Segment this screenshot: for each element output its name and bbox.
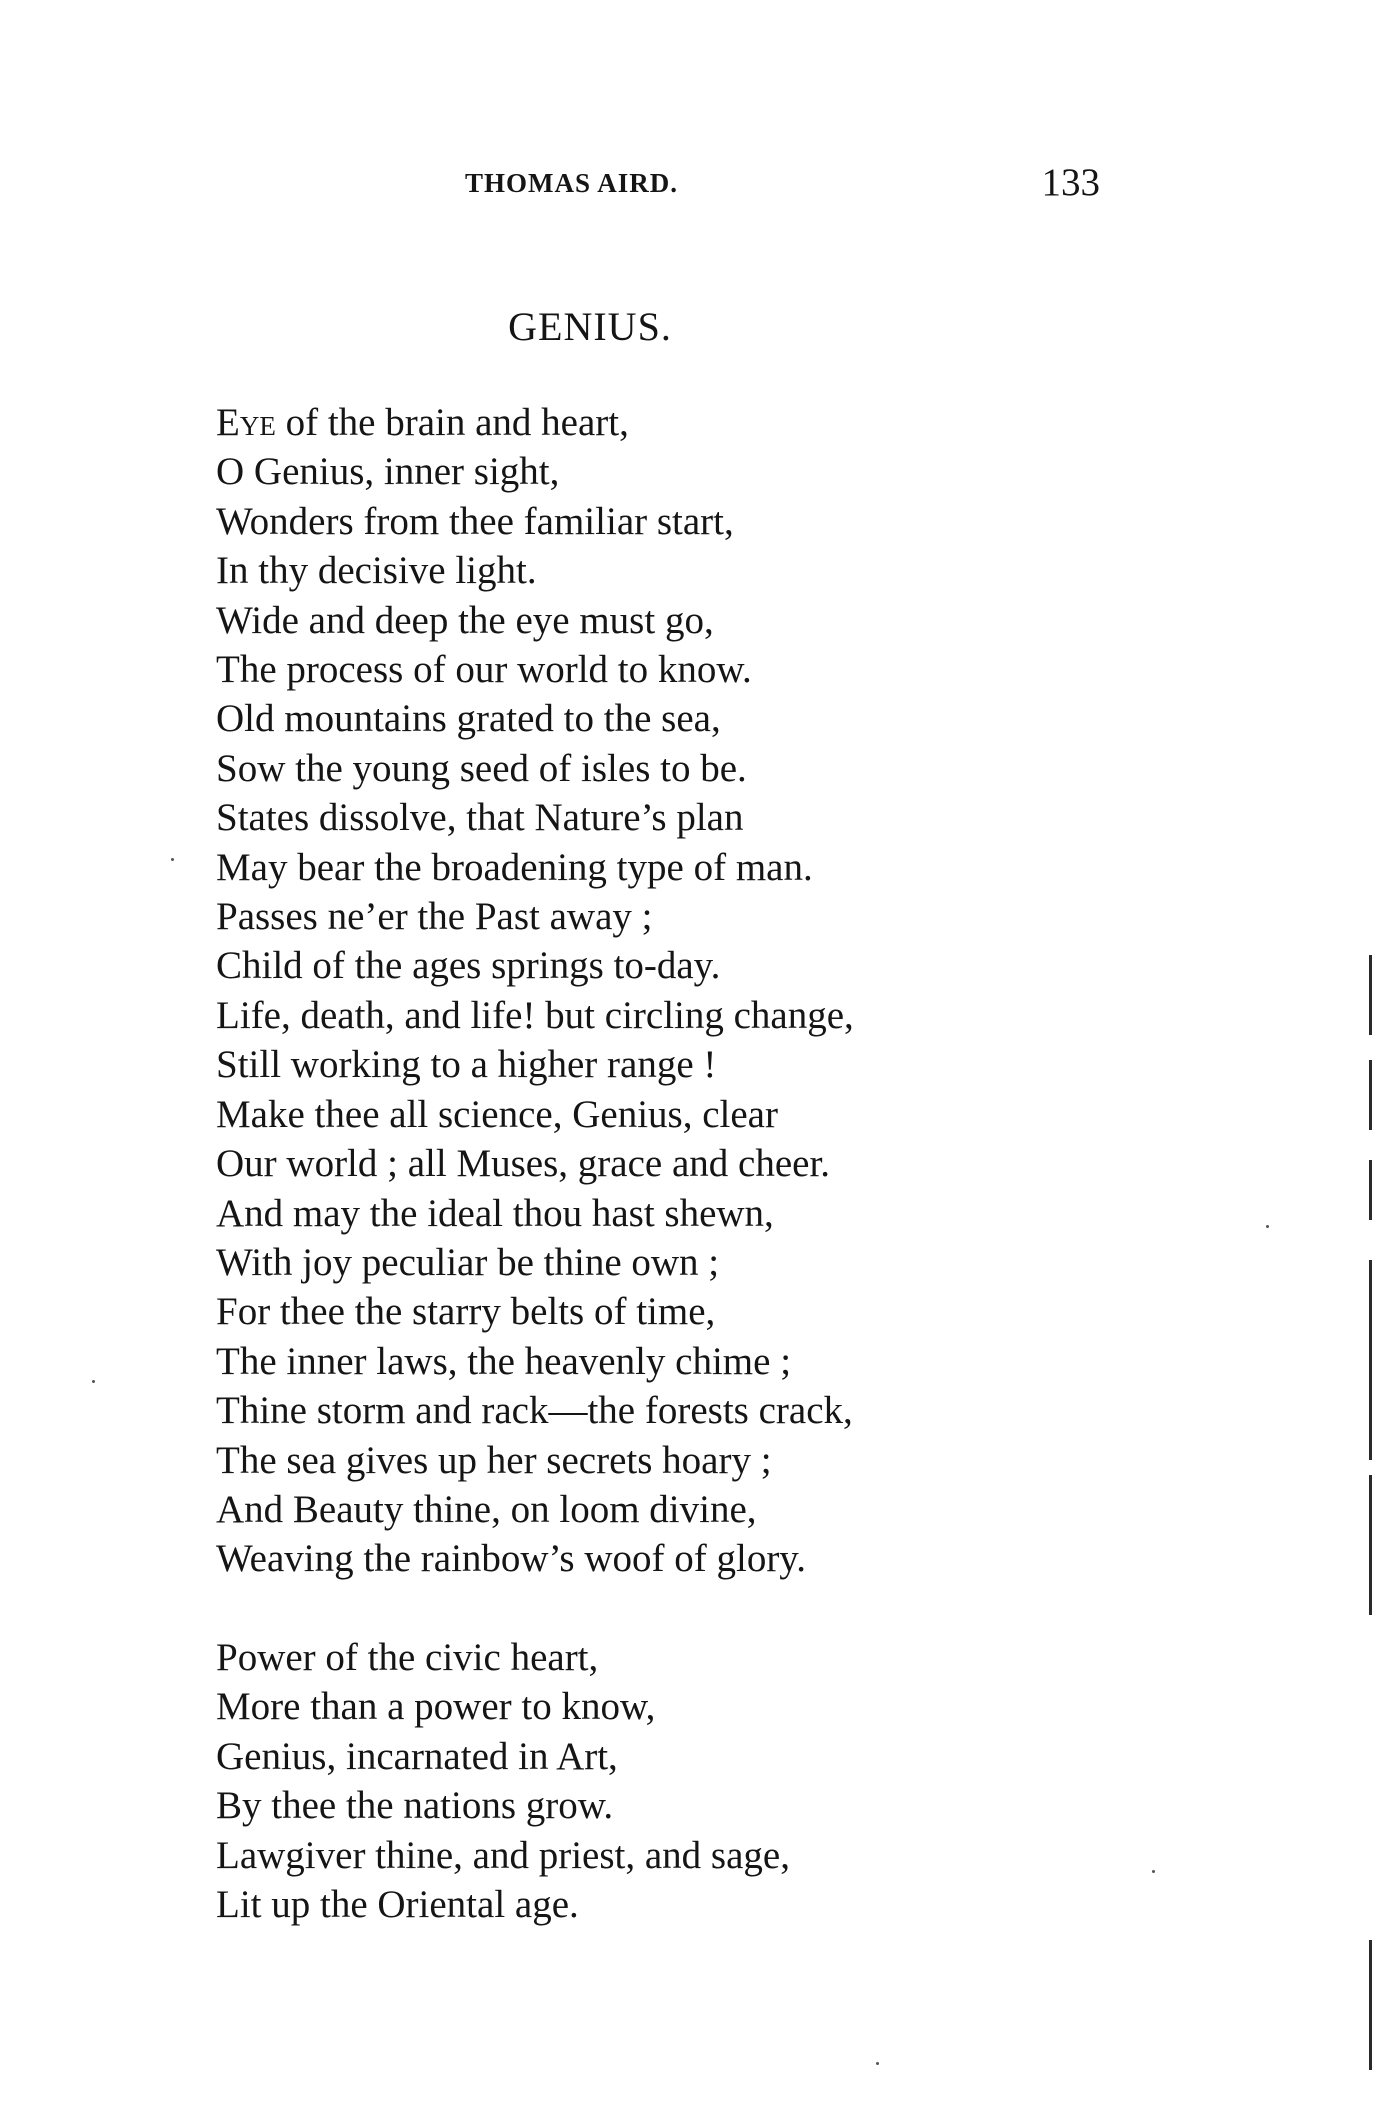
poem-line: The inner laws, the heavenly chime ; [216, 1339, 792, 1383]
poem-line: States dissolve, that Nature’s plan [216, 796, 744, 840]
scan-speck [1266, 1225, 1269, 1228]
page-edge-mark [1369, 955, 1372, 1035]
poem-line-1 [216, 398, 1116, 447]
page-edge-mark [1369, 1940, 1372, 2070]
running-head [200, 160, 1100, 210]
page-edge-mark [1369, 1060, 1372, 1130]
poem-line: Thine storm and rack—the forests crack, [216, 1389, 853, 1433]
page-number: 133 [1041, 161, 1100, 204]
poem-line: Power of the civic heart, [216, 1636, 599, 1679]
poem-line: Make thee all science, Genius, clear [216, 1092, 778, 1136]
poem-line: The sea gives up her secrets hoary ; [216, 1438, 772, 1482]
poem-line: The process of our world to know. [216, 648, 752, 692]
scan-speck [92, 1380, 95, 1383]
poem-line: And Beauty thine, on loom divine, [216, 1487, 757, 1531]
first-line-rest: of the brain and heart, [275, 401, 629, 444]
poem-line: By thee the nations grow. [216, 1784, 614, 1828]
page-edge-mark [1369, 1160, 1372, 1220]
poem-title: GENIUS. [508, 304, 672, 349]
poem-line: O Genius, inner sight, [216, 450, 560, 494]
poem-line: May bear the broadening type of man. [216, 845, 813, 889]
poem-line: Wide and deep the eye must go, [216, 598, 714, 642]
dropcap-word: Eye [216, 401, 276, 444]
poem-line: Child of the ages springs to-day. [216, 944, 721, 988]
poem-line: Old mountains grated to the sea, [216, 697, 721, 741]
poem-line: And may the ideal thou hast shewn, [216, 1191, 774, 1235]
poem-line: In thy decisive light. [216, 549, 537, 593]
scan-speck [1152, 1870, 1155, 1873]
poem-line: Weaving the rainbow’s woof of glory. [216, 1537, 807, 1581]
poem-line: Passes ne’er the Past away ; [216, 895, 653, 939]
poem-line: Life, death, and life! but circling change, [216, 993, 854, 1037]
poem-line: Our world ; all Muses, grace and cheer. [216, 1142, 831, 1186]
stanza-1 [216, 398, 1116, 1584]
scan-speck [171, 858, 174, 861]
page-edge-mark [1369, 1260, 1372, 1460]
poem-line: More than a power to know, [216, 1685, 656, 1729]
poem-line: For thee the starry belts of time, [216, 1290, 716, 1334]
poem-line: With joy peculiar be thine own ; [216, 1240, 720, 1284]
page-edge-mark [1369, 1475, 1372, 1615]
running-title: THOMAS AIRD. [465, 168, 679, 198]
stanza-2 [216, 1633, 1116, 1929]
poem-line: Lit up the Oriental age. [216, 1883, 579, 1927]
poem-line: Wonders from thee familiar start, [216, 499, 734, 543]
poem-line: Still working to a higher range ! [216, 1043, 717, 1087]
poem-line: Genius, incarnated in Art, [216, 1734, 618, 1778]
poem-line: Sow the young seed of isles to be. [216, 746, 747, 790]
poem-line: Lawgiver thine, and priest, and sage, [216, 1833, 790, 1877]
scan-speck [876, 2062, 879, 2065]
